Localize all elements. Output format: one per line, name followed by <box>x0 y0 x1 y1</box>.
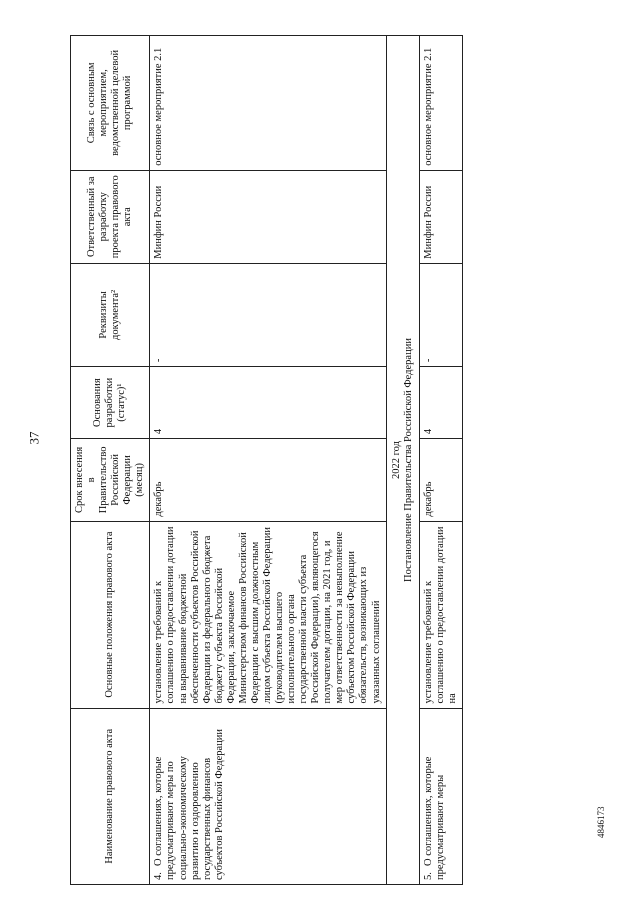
group-header-cell <box>386 36 419 885</box>
table-row <box>419 36 462 885</box>
cell-responsible: Минфин России <box>419 170 462 263</box>
row-number: 4. <box>153 872 165 880</box>
cell-link: основное мероприятие 2.1 <box>150 36 386 171</box>
header-act-name: Наименование правового акта <box>71 708 150 884</box>
header-deadline: Срок внесения в Правительство Российской Федерации (месяц) <box>71 439 150 521</box>
cell-requisites: - <box>419 263 462 366</box>
cell-act-name <box>150 708 386 884</box>
header-provisions: Основные положения правового акта <box>71 521 150 708</box>
act-name-text: О соглашениях, которые предусматривают меры <box>422 756 446 880</box>
header-responsible: Ответственный за разработку проекта правового акта <box>71 170 150 263</box>
table-header-row <box>71 36 150 885</box>
group-year: 2022 год <box>390 441 402 479</box>
document-id: 4846173 <box>596 806 606 838</box>
header-requisites: Реквизиты документа² <box>71 263 150 366</box>
row-number: 5. <box>422 872 434 880</box>
cell-deadline: декабрь <box>150 439 386 521</box>
act-name-text: О соглашениях, которые предусматривают меры по социально-экономическому развитию и оздоровлению государственных финансов субъектов Российской Федерации <box>153 728 225 880</box>
cell-basis: 4 <box>150 367 386 439</box>
cell-link: основное мероприятие 2.1 <box>419 36 462 171</box>
cell-deadline: декабрь <box>419 439 462 521</box>
landscape-table-area <box>70 35 590 885</box>
cell-requisites: - <box>150 263 386 366</box>
table-row <box>150 36 386 885</box>
group-header-row <box>386 36 419 885</box>
cell-act-name <box>419 708 462 884</box>
header-link: Связь с основным мероприятием, ведомственной целевой программой <box>71 36 150 171</box>
cell-basis: 4 <box>419 367 462 439</box>
cell-provisions: установление требований к соглашению о предоставлении дотации на выравнивание бюджетной обеспеченности субъектов Российской Федерации из федерального бюджета бюджету субъекта Российской Федерации, заключаемое Министерством финансов Российской Федерации с высшим должностным лицом субъекта Российской Федерации (руководителем высшего исполнительного органа государственной власти субъекта Российской Федерации), являющегося получателем дотации, на 2021 год, и мер ответственности за невыполнение субъектом Российской Федерации обязательств, возникающих из указанных соглашений <box>150 521 386 708</box>
page-number: 37 <box>26 431 42 445</box>
cell-provisions: установление требований к соглашению о предоставлении дотации на <box>419 521 462 708</box>
cell-responsible: Минфин России <box>150 170 386 263</box>
header-basis: Основания разработки (статус)¹ <box>71 367 150 439</box>
group-title: Постановление Правительства Российской Федерации <box>402 338 414 582</box>
legal-acts-table <box>70 35 463 885</box>
